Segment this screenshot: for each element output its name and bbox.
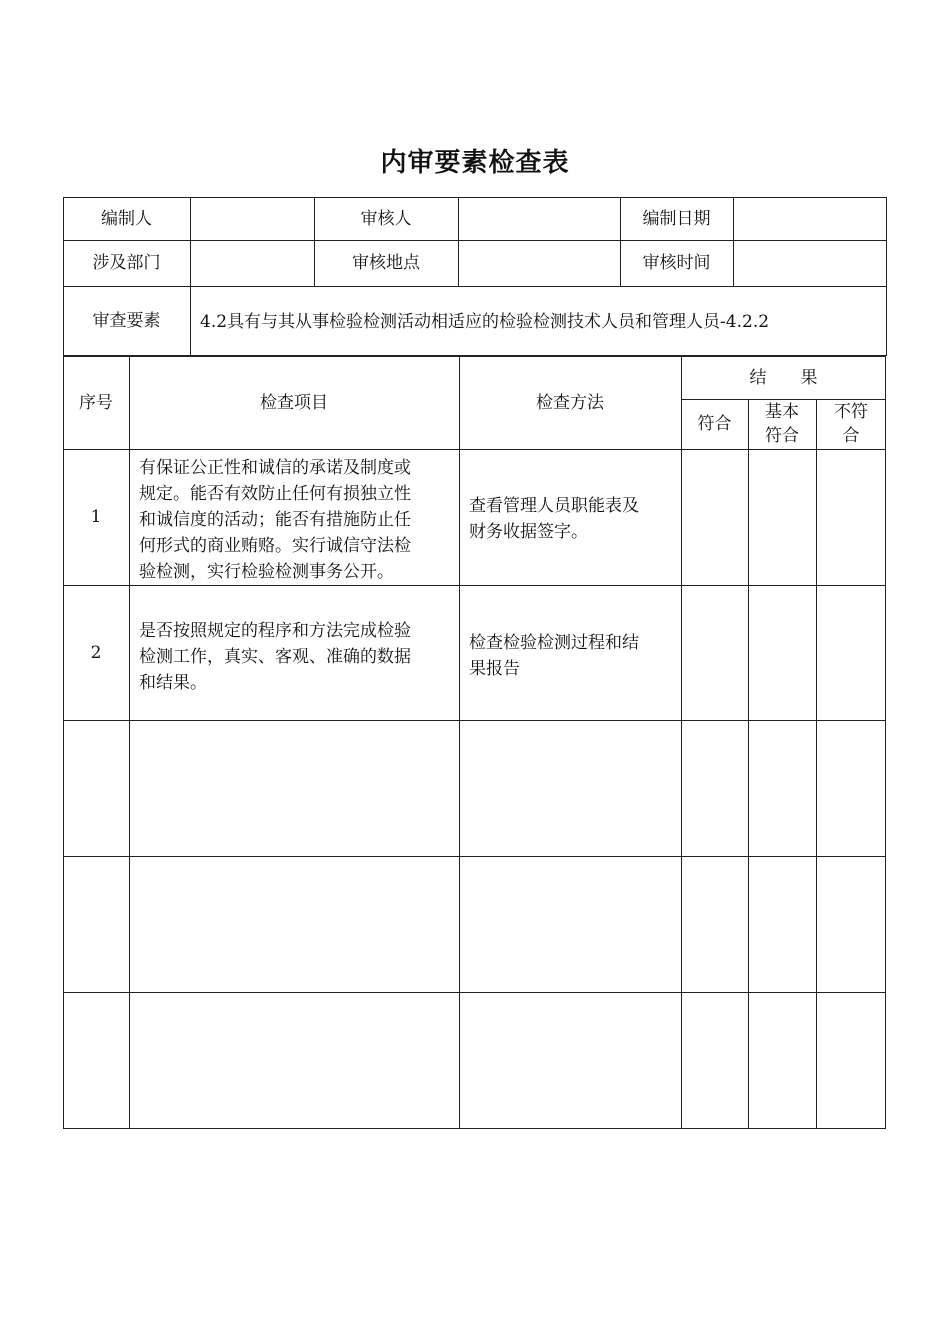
compile-date-field[interactable] [733,197,887,240]
page-title: 内审要素检查表 [380,148,570,178]
header-check-item: 检查项目 [260,392,328,413]
header-check-method: 检查方法 [536,392,604,413]
header-seq: 序号 [79,392,113,413]
reviewer-field[interactable] [458,197,620,240]
audit-element-label: 审查要素 [92,311,161,331]
row-2-non-conform-cell[interactable] [817,586,885,719]
compiler-label: 编制人 [101,208,152,229]
header-result: 结 果 [749,367,818,388]
compile-date-label: 编制日期 [642,208,711,229]
department-field[interactable] [190,240,314,286]
table-row[interactable] [64,721,886,855]
department-label: 涉及部门 [92,253,161,273]
row-1-seq: 1 [90,507,102,527]
row-1-check-item: 有保证公正性和诚信的承诺及制度或 规定。能否有效防止任何有损独立性 和诚信度的活动；能否有措施防止任 何形式的商业贿赂。实行诚信守法检 验检测，实行检验检测事务公开。 [139,458,411,582]
reviewer-label: 审核人 [360,208,412,229]
table-row[interactable] [64,993,886,1128]
audit-time-label: 审核时间 [642,253,711,273]
row-2-conform-cell[interactable] [682,586,747,719]
row-1-check-method: 查看管理人员职能表及 财务收据签字。 [469,496,639,542]
row-2-basic-conform-cell[interactable] [749,586,815,719]
audit-location-field[interactable] [458,240,620,286]
row-1-basic-conform-cell[interactable] [749,450,815,584]
audit-time-field[interactable] [733,240,887,286]
header-basic-conform: 基本 符合 [765,402,799,446]
header-non-conform: 不符 合 [834,402,868,446]
table-row[interactable] [64,857,886,991]
audit-location-label: 审核地点 [352,253,420,273]
row-1-conform-cell[interactable] [682,450,747,584]
audit-element-value: 4.2具有与其从事检验检测活动相适应的检验检测技术人员和管理人员-4.2.2 [200,312,770,332]
row-2-check-item: 是否按照规定的程序和方法完成检验 检测工作，真实、客观、准确的数据 和结果。 [139,621,411,693]
compiler-field[interactable] [190,197,314,240]
row-1-non-conform-cell[interactable] [817,450,885,584]
row-2-seq: 2 [90,642,102,663]
header-conform: 符合 [697,414,732,434]
row-2-check-method: 检查检验检测过程和结 果报告 [469,633,639,679]
